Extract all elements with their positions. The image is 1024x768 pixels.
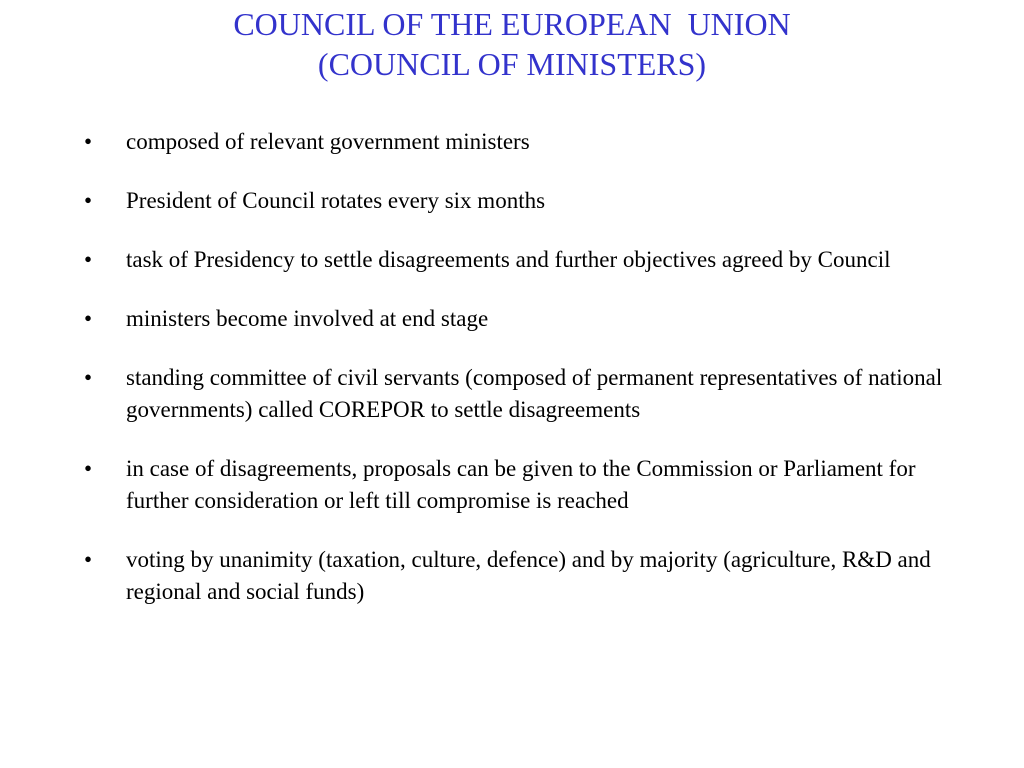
bullet-text: standing committee of civil servants (composed of permanent representatives of national governments) called COREPOR to settle disagreements: [126, 365, 943, 422]
bullet-text: task of Presidency to settle disagreements and further objectives agreed by Council: [126, 247, 891, 272]
bullet-item: [84, 126, 954, 158]
bullet-item: [84, 544, 954, 608]
slide-title: [60, 4, 964, 84]
bullet-icon: •: [84, 247, 93, 272]
bullet-text: composed of relevant government ministers: [126, 129, 530, 154]
bullet-item: [84, 185, 954, 217]
bullet-icon: •: [84, 306, 93, 331]
bullet-item: [84, 303, 954, 335]
bullet-item: [84, 453, 954, 517]
bullet-icon: •: [84, 188, 93, 213]
slide-title-line-2: (COUNCIL OF MINISTERS): [317, 46, 707, 82]
bullet-icon: •: [84, 456, 93, 481]
bullet-icon: •: [84, 129, 93, 154]
bullet-item: [84, 362, 954, 426]
bullet-list: [84, 126, 954, 635]
bullet-text: voting by unanimity (taxation, culture, defence) and by majority (agriculture, R&D and regional and social funds): [126, 547, 931, 604]
slide-title-line-1: COUNCIL OF THE EUROPEAN UNION: [233, 6, 791, 42]
bullet-icon: •: [84, 547, 93, 572]
bullet-item: [84, 244, 954, 276]
bullet-text: ministers become involved at end stage: [126, 306, 489, 331]
bullet-text: in case of disagreements, proposals can be given to the Commission or Parliament for further consideration or left till compromise is reached: [126, 456, 916, 513]
bullet-text: President of Council rotates every six months: [126, 188, 546, 213]
bullet-icon: •: [84, 365, 93, 390]
